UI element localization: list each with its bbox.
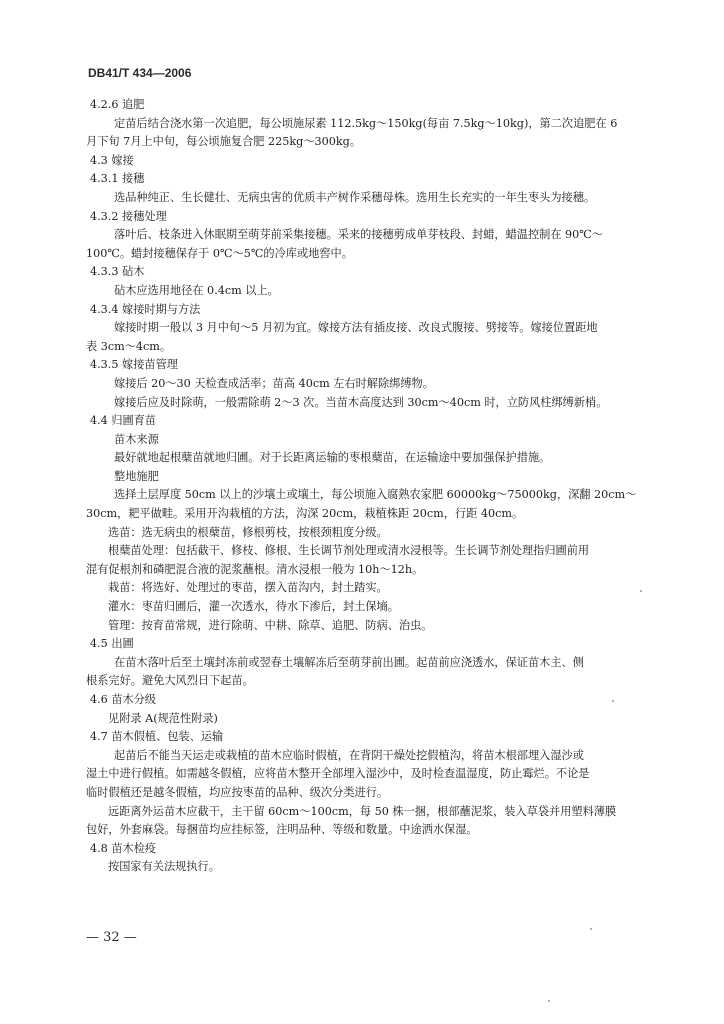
- document-body: [86, 96, 650, 877]
- paragraph-line: 按国家有关法规执行。: [108, 860, 220, 874]
- scan-speck: [612, 700, 614, 702]
- section-heading: 4.8 苗木检疫: [90, 841, 157, 855]
- section-heading: 4.3.1 接穗: [90, 172, 145, 186]
- paragraph-line: 湿土中进行假植。如需越冬假植，应将苗木整开全部埋入湿沙中，及时检查温湿度，防止霉烂。不论是: [86, 767, 590, 781]
- paragraph-line: 嫁接后 20～30 天检查成活率；苗高 40cm 左右时解除绑缚物。: [114, 376, 434, 390]
- paragraph-line: 砧木应选用地径在 0.4cm 以上。: [114, 283, 279, 297]
- paragraph-line: 表 3cm～4cm。: [86, 339, 172, 353]
- paragraph-line: 整地施肥: [114, 469, 159, 483]
- paragraph-line: 远距离外运苗木应截干，主干留 60cm～100cm，每 50 株一捆，根部蘸泥浆，装入草袋并用塑料薄膜: [108, 804, 617, 818]
- paragraph-line: 根系完好。避免大风烈日下起苗。: [86, 674, 254, 688]
- paragraph-line: 100℃。蜡封接穗保存于 0℃～5℃的冷库或地窖中。: [86, 246, 353, 260]
- scan-speck: [590, 928, 592, 930]
- paragraph-line: 定苗后结合浇水第一次追肥，每公顷施尿素 112.5kg～150kg(每亩 7.5kg～10kg)，第二次追肥在 6: [114, 116, 618, 130]
- paragraph-line: 月下旬 7月上中旬，每公顷施复合肥 225kg～300kg。: [86, 135, 362, 149]
- section-heading: 4.3 嫁接: [90, 153, 134, 167]
- paragraph-line: 选择土层厚度 50cm 以上的沙壤土或壤土，每公顷施入腐熟农家肥 60000kg～75000kg，深翻 20cm～: [114, 488, 637, 502]
- paragraph-line: 起苗后不能当天运走或栽植的苗木应临时假植，在背阴干燥处挖假植沟，将苗木根部埋入湿沙或: [114, 748, 584, 762]
- section-heading: 4.3.4 嫁接时期与方法: [90, 302, 201, 316]
- paragraph-line: 临时假植还是越冬假植，均应按枣苗的品种、级次分类进行。: [86, 785, 389, 799]
- document-number: DB41/T 434—2006: [88, 66, 192, 80]
- paragraph-line: 苗木来源: [114, 432, 159, 446]
- paragraph-line: 最好就地起根蘖苗就地归圃。对于长距离运输的枣根蘖苗，在运输途中要加强保护措施。: [114, 451, 551, 465]
- paragraph-line: 选苗：选无病虫的根蘖苗，修根剪枝，按根颈粗度分级。: [108, 525, 388, 539]
- section-heading: 4.3.3 砧木: [90, 265, 145, 279]
- paragraph-line: 栽苗：将选好、处理过的枣苗，摆入苗沟内，封土踏实。: [108, 581, 388, 595]
- section-heading: 4.4 归圃育苗: [90, 414, 157, 428]
- paragraph-line: 选品种纯正、生长健壮、无病虫害的优质丰产树作采穗母株。选用生长充实的一年生枣头为接穗。: [114, 190, 596, 204]
- section-heading: 4.5 出圃: [90, 637, 134, 651]
- page-number: — 32 —: [86, 930, 137, 945]
- paragraph-line: 混有促根剂和磷肥混合液的泥浆蘸根。清水浸根一般为 10h～12h。: [86, 562, 424, 576]
- paragraph-line: 在苗木落叶后至土壤封冻前或翌春土壤解冻后至萌芽前出圃。起苗前应浇透水，保证苗木主、侧: [114, 655, 584, 669]
- section-heading: 4.2.6 追肥: [90, 98, 145, 111]
- section-heading: 4.3.5 嫁接苗管理: [90, 358, 178, 372]
- paragraph-line: 嫁接后应及时除萌，一般需除萌 2～3 次。当苗木高度达到 30cm～40cm 时，立防风柱绑缚新梢。: [114, 395, 608, 409]
- scan-speck: [640, 590, 642, 592]
- paragraph-line: 30cm，耙平做畦。采用开沟栽植的方法，沟深 20cm，栽植株距 20cm，行距 40cm。: [86, 507, 524, 521]
- scan-speck: [548, 1000, 550, 1002]
- paragraph-line: 根蘖苗处理：包括截干、修枝、修根、生长调节剂处理或清水浸根等。生长调节剂处理指归圃前用: [108, 544, 590, 558]
- paragraph-line: 灌水：枣苗归圃后，灌一次透水，待水下渗后，封土保墒。: [108, 600, 399, 614]
- section-heading: 4.7 苗木假植、包装、运输: [90, 730, 224, 744]
- section-heading: 4.3.2 接穗处理: [90, 209, 167, 223]
- paragraph-line: 管理：按育苗常规，进行除萌、中耕、除草、追肥、防病、治虫。: [108, 618, 433, 632]
- paragraph-line: 嫁接时期一般以 3 月中旬～5 月初为宜。嫁接方法有插皮接、改良式腹接、劈接等。嫁接位置距地: [114, 321, 598, 335]
- paragraph-line: 见附录 A(规范性附录): [108, 711, 218, 725]
- section-heading: 4.6 苗木分级: [90, 693, 157, 706]
- paragraph-line: 包好，外套麻袋。每捆苗均应挂标签，注明品种、等级和数量。中途洒水保湿。: [86, 823, 478, 837]
- paragraph-line: 落叶后、枝条进入休眠期至萌芽前采集接穗。采来的接穗剪成单芽枝段、封蜡，蜡温控制在 90℃～: [114, 228, 603, 242]
